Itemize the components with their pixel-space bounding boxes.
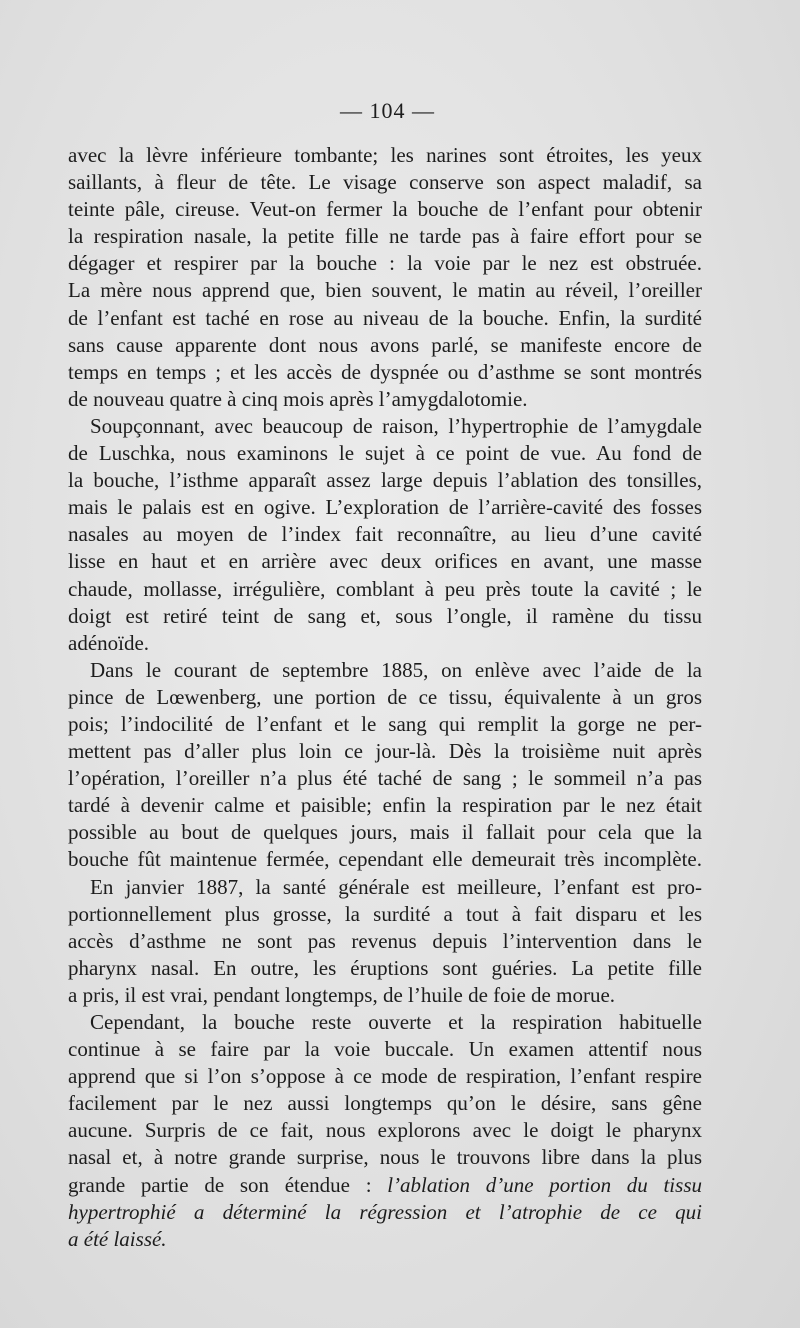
text-roman-part: grande partie de son étendue :	[68, 1172, 388, 1197]
text-line: sans cause apparente dont nous avons parlé, se manifeste encore de	[68, 332, 702, 357]
text-line-mixed	[68, 1172, 702, 1199]
text-line: facilement par le nez aussi longtemps qu’on le désire, sans gêne	[68, 1091, 702, 1116]
text-line: tardé à devenir calme et paisible; enfin la respiration par le nez était	[68, 793, 702, 818]
text-line: nasales au moyen de l’index fait reconnaître, au lieu d’une cavité	[68, 522, 702, 547]
text-line: l’opération, l’oreiller n’a plus été taché de sang ; le sommeil n’a pas	[68, 766, 702, 791]
text-line: portionnellement plus grosse, la surdité a tout à fait disparu et les	[68, 901, 702, 926]
text-line: dégager et respirer par la bouche : la voie par le nez est obstruée.	[68, 251, 702, 276]
text-line: de Luschka, nous examinons le sujet à ce point de vue. Au fond de	[68, 441, 702, 466]
text-line: de l’enfant est taché en rose au niveau de la bouche. Enfin, la surdité	[68, 305, 702, 330]
text-line: Cependant, la bouche reste ouverte et la respiration habituelle	[90, 1010, 702, 1034]
text-line: lisse en haut et en arrière avec deux orifices en avant, une masse	[68, 549, 702, 574]
text-line: avec la lèvre inférieure tombante; les narines sont étroites, les yeux	[68, 143, 702, 167]
text-line: temps en temps ; et les accès de dyspnée ou d’asthme se sont montrés	[68, 359, 702, 384]
text-line: saillants, à fleur de tête. Le visage conserve son aspect maladif, sa	[68, 170, 702, 195]
text-line: la bouche, l’isthme apparaît assez large depuis l’ablation des tonsilles,	[68, 468, 702, 493]
text-line: apprend que si l’on s’oppose à ce mode de respiration, l’enfant respire	[68, 1064, 702, 1089]
page-number: — 104 —	[340, 98, 435, 123]
text-line: de nouveau quatre à cinq mois après l’amygdalotomie.	[68, 386, 528, 411]
text-line: a pris, il est vrai, pendant longtemps, de l’huile de foie de morue.	[68, 982, 616, 1007]
text-line: mais le palais est en ogive. L’exploration de l’arrière-cavité des fosses	[68, 495, 702, 520]
text-line: adénoïde.	[68, 630, 150, 655]
text-line: Soupçonnant, avec beaucoup de raison, l’hypertrophie de l’amygdale	[90, 413, 702, 438]
text-line: bouche fût maintenue fermée, cependant elle demeurait très incomplète.	[68, 847, 702, 872]
text-line: pois; l’indocilité de l’enfant et le sang qui remplit la gorge ne per-	[68, 711, 702, 736]
text-line: aucune. Surpris de ce fait, nous explorons avec le doigt le pharynx	[68, 1118, 702, 1143]
text-line: nasal et, à notre grande surprise, nous le trouvons libre dans la plus	[68, 1145, 702, 1170]
text-line: teinte pâle, cireuse. Veut-on fermer la bouche de l’enfant pour obtenir	[68, 197, 702, 222]
text-line: mettent pas d’aller plus loin ce jour-là. Dès la troisième nuit après	[68, 739, 702, 764]
text-line-italic: hypertrophié a déterminé la régression et l’atrophie de ce qui	[68, 1199, 702, 1224]
text-line: accès d’asthme ne sont pas revenus depuis l’intervention dans le	[68, 928, 702, 953]
text-line: La mère nous apprend que, bien souvent, le matin au réveil, l’oreiller	[68, 278, 702, 303]
text-italic-part: l’ablation d’une portion du tissu	[387, 1172, 702, 1197]
text-line: Dans le courant de septembre 1885, on enlève avec l’aide de la	[90, 657, 702, 682]
text-line: doigt est retiré teint de sang et, sous l’ongle, il ramène du tissu	[68, 603, 702, 628]
text-line: En janvier 1887, la santé générale est meilleure, l’enfant est pro-	[90, 874, 702, 899]
text-line: possible au bout de quelques jours, mais il fallait pour cela que la	[68, 820, 702, 845]
text-line: chaude, mollasse, irrégulière, comblant à peu près toute la cavité ; le	[68, 576, 702, 601]
text-line: la respiration nasale, la petite fille ne tarde pas à faire effort pour se	[68, 224, 702, 249]
text-line: pharynx nasal. En outre, les éruptions sont guéries. La petite fille	[68, 955, 702, 980]
text-line-italic: a été laissé.	[68, 1226, 167, 1251]
body-text	[68, 142, 702, 1253]
text-line: continue à se faire par la voie buccale. Un examen attentif nous	[68, 1037, 702, 1062]
text-line: pince de Lœwenberg, une portion de ce tissu, équivalente à un gros	[68, 684, 702, 709]
